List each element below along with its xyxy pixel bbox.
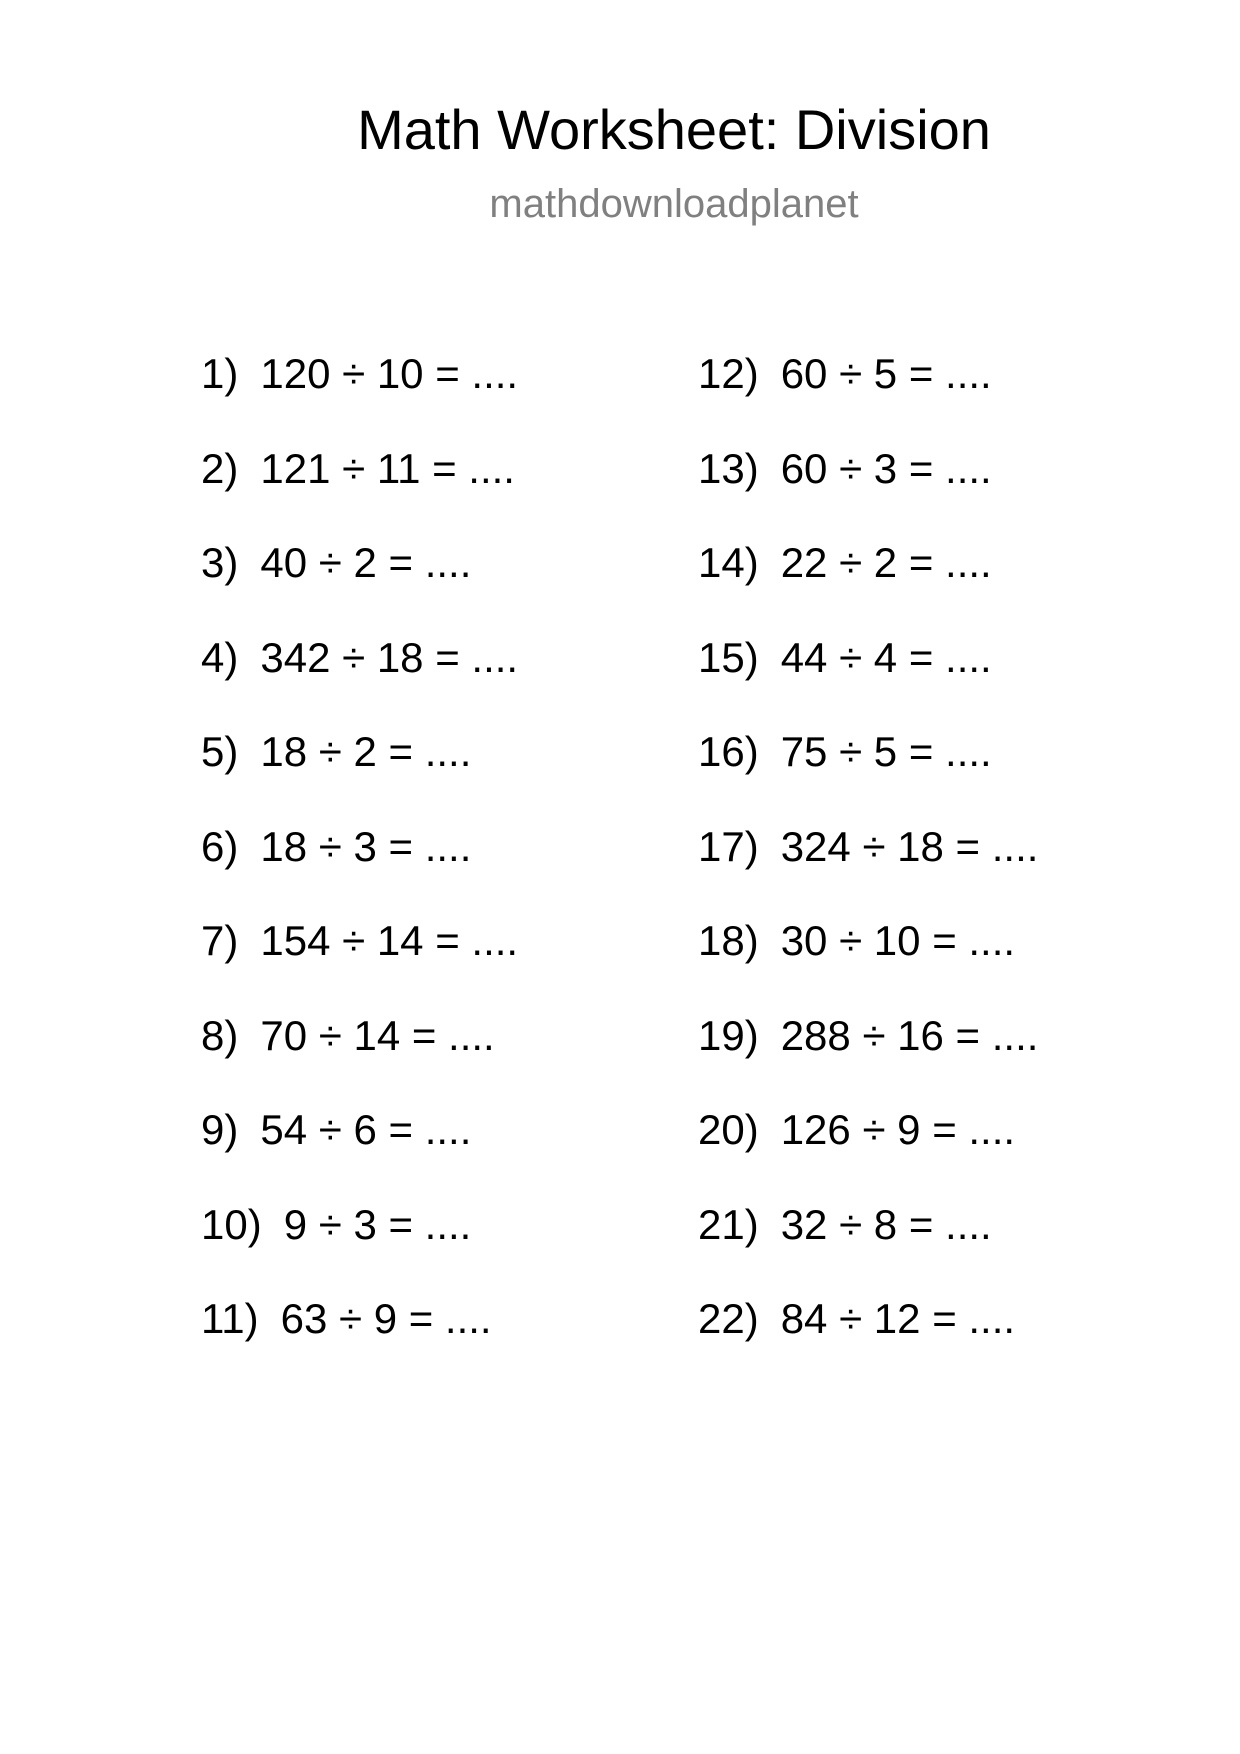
problem-item (698, 531, 1218, 626)
problem-expression: 40 ÷ 2 = .... (260, 539, 472, 586)
problem-expression: 154 ÷ 14 = .... (260, 917, 519, 964)
problem-number: 2) (201, 444, 239, 492)
problem-number: 14) (698, 539, 759, 586)
problem-number: 10) (201, 1200, 262, 1248)
problem-item (698, 720, 1218, 815)
problem-item (698, 909, 1218, 1004)
problem-expression: 18 ÷ 2 = .... (260, 728, 472, 775)
problem-item (201, 909, 721, 1004)
problem-number: 11) (201, 1295, 259, 1342)
problem-item (201, 1193, 721, 1288)
problem-expression: 63 ÷ 9 = .... (280, 1295, 492, 1342)
problem-number: 19) (698, 1011, 759, 1059)
problem-expression: 84 ÷ 12 = .... (780, 1295, 1016, 1342)
problem-number: 16) (698, 728, 759, 775)
problem-item (201, 1287, 721, 1382)
problem-expression: 18 ÷ 3 = .... (260, 822, 472, 870)
problem-expression: 288 ÷ 16 = .... (780, 1011, 1039, 1059)
problem-expression: 121 ÷ 11 = .... (260, 444, 515, 492)
problem-item (201, 720, 721, 815)
problem-item (698, 437, 1218, 532)
problem-number: 9) (201, 1106, 239, 1153)
problem-expression: 9 ÷ 3 = .... (283, 1200, 472, 1248)
problem-item (698, 1287, 1218, 1382)
problem-expression: 75 ÷ 5 = .... (780, 728, 992, 775)
problem-number: 8) (201, 1011, 239, 1059)
problem-item (698, 626, 1218, 721)
problem-expression: 44 ÷ 4 = .... (780, 633, 992, 681)
problem-number: 20) (698, 1106, 759, 1153)
problem-item (698, 342, 1218, 437)
problem-expression: 70 ÷ 14 = .... (260, 1011, 495, 1059)
problem-item (201, 815, 721, 910)
problem-number: 13) (698, 444, 759, 492)
problem-number: 6) (201, 822, 239, 870)
problem-expression: 126 ÷ 9 = .... (780, 1106, 1016, 1153)
problem-item (201, 1004, 721, 1099)
problem-number: 1) (201, 350, 239, 397)
problem-item (201, 437, 721, 532)
problem-expression: 324 ÷ 18 = .... (780, 822, 1039, 870)
problem-column-right (698, 342, 1218, 1382)
problem-expression: 60 ÷ 3 = .... (780, 444, 992, 492)
problem-expression: 30 ÷ 10 = .... (780, 917, 1016, 964)
problem-item (698, 1098, 1218, 1193)
problem-number: 17) (698, 822, 759, 870)
problem-item (201, 531, 721, 626)
problem-number: 7) (201, 917, 239, 964)
problem-expression: 120 ÷ 10 = .... (260, 350, 519, 397)
problem-expression: 342 ÷ 18 = .... (260, 633, 519, 681)
problem-item (698, 1004, 1218, 1099)
worksheet-title: Math Worksheet: Division (357, 98, 991, 161)
problem-number: 5) (201, 728, 239, 775)
problem-item (201, 1098, 721, 1193)
problem-column-left (201, 342, 721, 1382)
problem-number: 18) (698, 917, 759, 964)
problem-item (201, 342, 721, 437)
problem-number: 15) (698, 633, 759, 681)
problem-item (698, 815, 1218, 910)
problem-item (698, 1193, 1218, 1288)
problem-number: 12) (698, 350, 759, 397)
problem-number: 22) (698, 1295, 759, 1342)
problem-number: 3) (201, 539, 239, 586)
problem-expression: 22 ÷ 2 = .... (780, 539, 992, 586)
problem-number: 21) (698, 1200, 759, 1248)
problem-number: 4) (201, 633, 239, 681)
problem-item (201, 626, 721, 721)
problem-expression: 60 ÷ 5 = .... (780, 350, 992, 397)
worksheet-subtitle: mathdownloadplanet (489, 182, 859, 226)
problem-expression: 54 ÷ 6 = .... (260, 1106, 472, 1153)
problem-expression: 32 ÷ 8 = .... (780, 1200, 992, 1248)
